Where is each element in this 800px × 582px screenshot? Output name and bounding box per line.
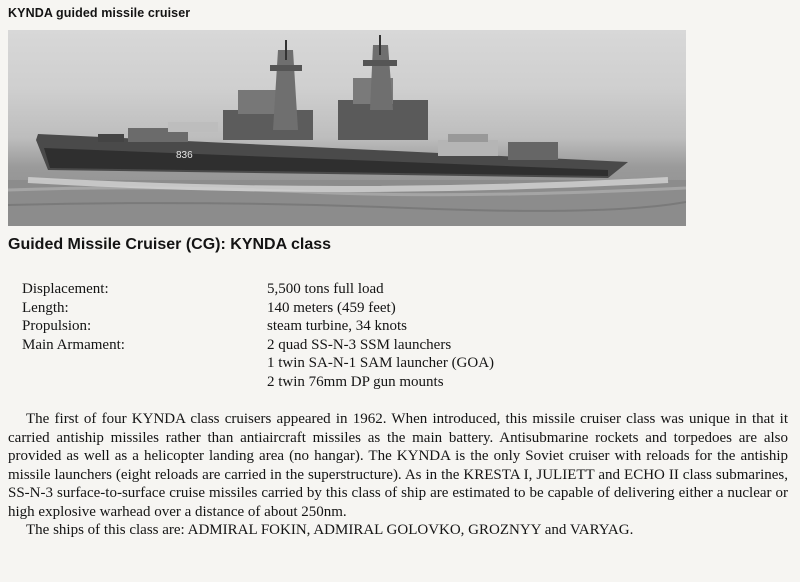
description-text xyxy=(8,410,788,540)
paragraph: The first of four KYNDA class cruisers appeared in 1962. When introduced, this missile cruiser class was unique in that it carried antiship missiles rather than antiaircraft missiles as the main battery. Antisubmarine rockets and torpedoes are also provided as well as a helicopter landing area (no hangar). The KYNDA is the only Soviet cruiser with reloads for the antiship missile launchers (eight reloads are carried in the superstructure). As in the KRESTA I, JULIETT and ECHO II class submarines, SS-N-3 surface-to-surface cruise missiles carried by this class of ship are estimated to be capable of delivering either a nuclear or high explosive warhead over a distance of about 250nm. xyxy=(8,411,788,520)
spec-label: Displacement: xyxy=(22,281,109,297)
spec-row-main-armament xyxy=(22,336,494,392)
ship-photo xyxy=(8,30,686,226)
paragraph: The ships of this class are: ADMIRAL FOKIN, ADMIRAL GOLOVKO, GROZNYY and VARYAG. xyxy=(26,522,634,538)
hull-number: 836 xyxy=(176,150,193,161)
forward-mast xyxy=(273,50,298,130)
spec-label: Main Armament: xyxy=(22,336,125,353)
spec-value: 2 twin 76mm DP gun mounts xyxy=(267,373,444,390)
spec-value: 5,500 tons full load xyxy=(267,281,384,297)
spec-row-length xyxy=(22,299,494,318)
spec-row-displacement xyxy=(22,280,494,299)
kynda-cruiser-illustration xyxy=(8,30,686,226)
spec-label: Propulsion: xyxy=(22,318,92,334)
spec-row-propulsion xyxy=(22,317,494,336)
spec-value: 140 meters (459 feet) xyxy=(267,299,396,316)
aft-mast xyxy=(370,45,393,110)
spec-value: 2 quad SS-N-3 SSM launchers xyxy=(267,336,452,353)
specifications-table xyxy=(22,280,494,391)
spec-label: Length: xyxy=(22,299,69,316)
page-heading: Guided Missile Cruiser (CG): KYNDA class xyxy=(8,236,332,253)
photo-caption: KYNDA guided missile cruiser xyxy=(8,6,191,20)
spec-value: steam turbine, 34 knots xyxy=(267,318,407,334)
spec-value: 1 twin SA-N-1 SAM launcher (GOA) xyxy=(267,355,495,371)
